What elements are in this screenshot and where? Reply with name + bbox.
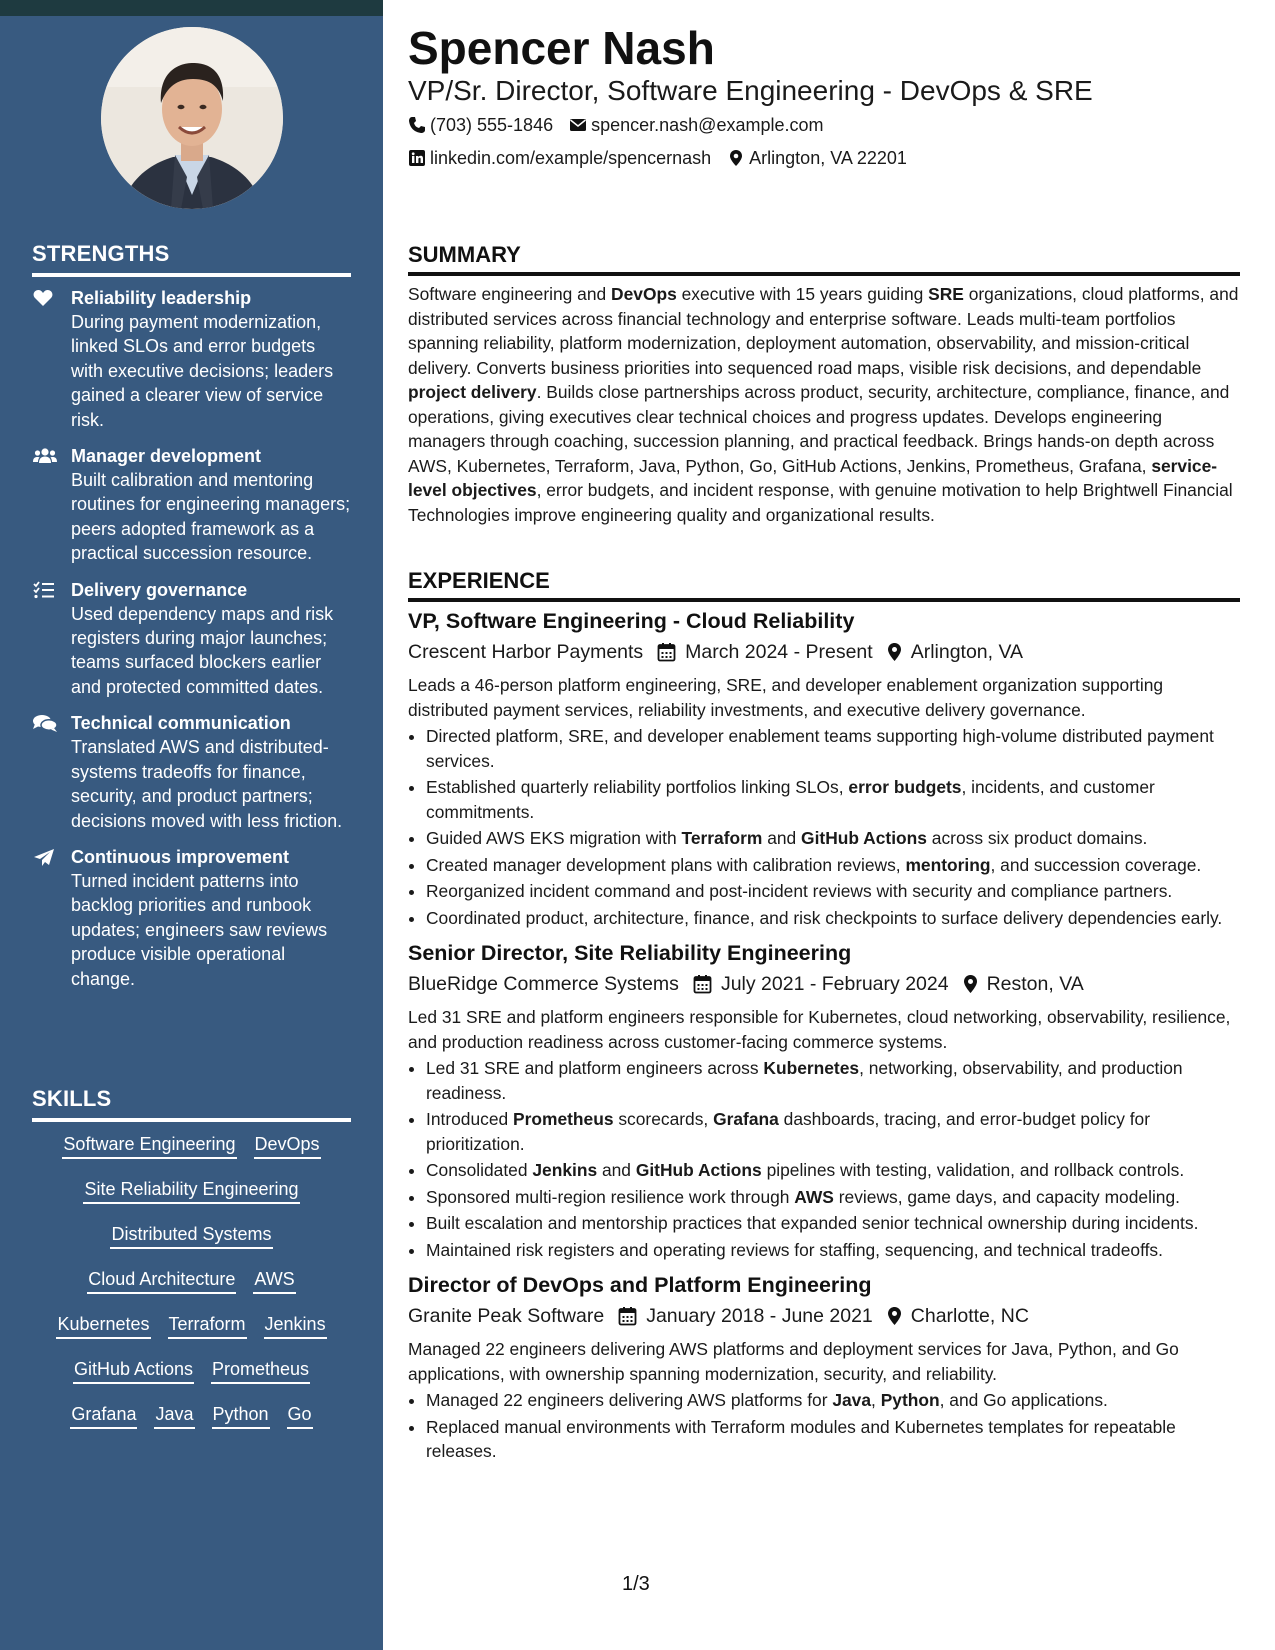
bold-text: project delivery — [408, 382, 537, 402]
skills-list — [40, 1132, 343, 1447]
job-bullet — [426, 1158, 1240, 1183]
text-run: Sponsored multi-region resilience work through — [426, 1186, 795, 1207]
summary-heading: SUMMARY — [408, 241, 1240, 276]
skill-tag[interactable]: Distributed Systems — [110, 1222, 272, 1249]
job-title: Senior Director, Site Reliability Engineering — [408, 941, 852, 965]
paper-plane-icon — [33, 848, 55, 866]
strength-item — [32, 286, 352, 432]
sidebar — [0, 0, 383, 1650]
contact-linkedin[interactable] — [408, 146, 711, 170]
job-title: VP, Software Engineering - Cloud Reliability — [408, 609, 855, 633]
skill-tag[interactable]: Python — [212, 1402, 270, 1429]
strength-item — [32, 845, 352, 991]
bold-text: Terraform — [681, 828, 763, 848]
candidate-headline: VP/Sr. Director, Software Engineering - DevOps & SRE — [408, 75, 1093, 106]
job-summary: Managed 22 engineers delivering AWS platforms and deployment services for Java, Python, and Go applications, with ownership spanning modernization, security, and reliability. — [408, 1339, 1179, 1384]
bold-text: DevOps — [611, 284, 677, 304]
text-run: Directed platform, SRE, and developer enablement teams supporting high-volume distributed payment services. — [426, 726, 1214, 771]
text-run: Coordinated product, architecture, finance, and risk checkpoints to surface delivery dependencies early. — [426, 907, 1223, 928]
skill-tag[interactable]: Kubernetes — [56, 1312, 150, 1339]
text-run: across six product domains. — [926, 828, 1148, 848]
calendar-icon — [693, 974, 712, 994]
skill-tag[interactable]: GitHub Actions — [73, 1357, 194, 1384]
text-run: Consolidated — [426, 1160, 533, 1180]
linkedin-text: linkedin.com/example/spencernash — [430, 148, 712, 168]
text-run: , networking, observability, and production readiness. — [426, 1058, 1183, 1103]
envelope-icon — [569, 116, 587, 134]
job-bullet — [426, 1107, 1240, 1156]
strength-item — [32, 578, 352, 700]
job-location: Reston, VA — [986, 973, 1084, 995]
job-company: BlueRidge Commerce Systems — [408, 973, 679, 995]
skill-row — [40, 1357, 343, 1402]
text-run: , error budgets, and incident response, with genuine motivation to help Brightwell Financial Technologies improve engineering quality and organizational results. — [408, 480, 1233, 525]
strength-title: Manager development — [71, 446, 262, 467]
job-bullet — [426, 1185, 1240, 1210]
job-bullet — [426, 1388, 1240, 1413]
phone-text: (703) 555-1846 — [430, 115, 554, 135]
job-entry — [408, 607, 1240, 930]
users-icon — [33, 447, 55, 465]
text-run: . Builds close partnerships across product, security, architecture, compliance, finance, and operations, giving executives clear technical choices and progress updates. Develops engineering managers through coaching, succession planning, and practical feedback. Brings hands-on depth across AWS, Kubernetes, Terraform, Java, Python, Go, GitHub Actions, Jenkins, Prometheus, Grafana, — [408, 382, 1230, 476]
contact-phone[interactable] — [408, 113, 553, 137]
text-run: Managed 22 engineers delivering AWS platforms for — [426, 1390, 833, 1410]
text-run: Software engineering and — [408, 284, 612, 304]
email-text: spencer.nash@example.com — [591, 115, 824, 135]
text-run: Introduced — [426, 1109, 514, 1129]
linkedin-icon — [408, 149, 426, 167]
job-bullet — [426, 906, 1240, 931]
strength-description: Used dependency maps and risk registers during major launches; teams surfaced blockers earlier and protected committed dates. — [71, 603, 334, 697]
text-run: , incidents, and customer commitments. — [426, 777, 1155, 822]
sidebar-top-band — [0, 0, 383, 16]
calendar-icon — [618, 1306, 637, 1326]
skill-tag[interactable]: Java — [154, 1402, 194, 1429]
bold-text: GitHub Actions — [635, 1160, 762, 1180]
skill-tag[interactable]: Terraform — [168, 1312, 247, 1339]
job-bullet — [426, 1056, 1240, 1105]
job-location: Arlington, VA — [910, 641, 1024, 663]
job-summary: Led 31 SRE and platform engineers responsible for Kubernetes, cloud networking, observability, resilience, and production readiness across customer-facing commerce systems. — [408, 1007, 1231, 1052]
job-bullets — [408, 724, 1240, 930]
strength-description: Translated AWS and distributed-systems tradeoffs for finance, security, and product partners; decisions moved with less friction. — [71, 737, 343, 831]
text-run: Reorganized incident command and post-incident reviews with security and compliance partners. — [426, 881, 1173, 901]
strength-title: Delivery governance — [71, 579, 248, 600]
job-bullet — [426, 775, 1240, 824]
comments-icon — [33, 714, 55, 732]
bold-text: mentoring — [905, 854, 991, 875]
map-pin-icon — [887, 642, 902, 662]
calendar-icon — [657, 642, 676, 662]
summary-text — [408, 282, 1240, 527]
strength-item — [32, 444, 352, 566]
job-bullet — [426, 853, 1240, 878]
text-run: Guided AWS EKS migration with — [426, 828, 682, 848]
job-company: Crescent Harbor Payments — [408, 641, 644, 663]
job-company: Granite Peak Software — [408, 1305, 605, 1327]
skill-tag[interactable]: Jenkins — [264, 1312, 327, 1339]
job-bullet — [426, 1238, 1240, 1263]
skill-tag[interactable]: Grafana — [70, 1402, 137, 1429]
job-bullet — [426, 826, 1240, 851]
bold-text: service-level objectives — [408, 455, 1218, 500]
bold-text: GitHub Actions — [801, 828, 927, 848]
text-run: Replaced manual environments with Terraform modules and Kubernetes templates for repeatable releases. — [426, 1416, 1176, 1461]
text-run: Built escalation and mentorship practices that expanded senior technical ownership during incidents. — [426, 1213, 1199, 1233]
text-run: organizations, cloud platforms, and distributed services across financial technology and enterprise software. Leads multi-team portfolios spanning reliability, platform modernization, deployment automation, observability, and mission-critical delivery. Converts business priorities into sequenced road maps, visible risk decisions, and dependable — [408, 284, 1239, 378]
contact-row — [408, 113, 840, 137]
text-run: and — [597, 1160, 636, 1180]
job-bullets — [408, 1388, 1240, 1464]
job-location: Charlotte, NC — [910, 1305, 1029, 1327]
text-run: Created manager development plans with calibration reviews, — [426, 854, 906, 875]
map-pin-icon — [727, 149, 745, 167]
strength-title: Reliability leadership — [71, 288, 252, 308]
skill-tag[interactable]: Site Reliability Engineering — [83, 1177, 299, 1204]
job-meta — [408, 1302, 1240, 1330]
text-run: and — [762, 828, 802, 848]
job-title: Director of DevOps and Platform Engineering — [408, 1273, 872, 1297]
strength-description: Built calibration and mentoring routines for engineering managers; peers adopted framework as a practical succession resource. — [71, 470, 351, 564]
skill-tag[interactable]: Software Engineering — [62, 1132, 236, 1159]
text-run: scorecards, — [613, 1109, 714, 1129]
skill-row — [40, 1312, 343, 1357]
job-meta — [408, 970, 1240, 998]
contact-email[interactable] — [569, 113, 823, 137]
experience-heading: EXPERIENCE — [408, 567, 1240, 602]
contact-row — [408, 146, 923, 170]
candidate-name: Spencer Nash — [408, 22, 715, 74]
skills-heading: SKILLS — [32, 1086, 351, 1122]
skill-tag[interactable]: Cloud Architecture — [87, 1267, 236, 1294]
contact-location — [727, 146, 907, 170]
job-bullet — [426, 1211, 1240, 1236]
job-meta — [408, 638, 1240, 666]
page-number: 1/3 — [622, 1573, 650, 1595]
skill-row — [40, 1402, 343, 1447]
text-run: Led 31 SRE and platform engineers across — [426, 1058, 764, 1078]
map-pin-icon — [887, 1306, 902, 1326]
skill-tag[interactable]: DevOps — [254, 1132, 321, 1159]
text-run: pipelines with testing, validation, and rollback controls. — [761, 1160, 1185, 1180]
phone-icon — [408, 116, 426, 134]
job-bullet — [426, 1415, 1240, 1464]
skill-row — [40, 1177, 343, 1222]
strength-description: During payment modernization, linked SLOs and error budgets with executive decisions; leaders gained a clearer view of service risk. — [71, 312, 334, 430]
bold-text: Kubernetes — [763, 1058, 860, 1078]
strength-title: Continuous improvement — [71, 846, 290, 867]
job-bullet — [426, 724, 1240, 773]
job-dates: January 2018 - June 2021 — [646, 1305, 873, 1327]
location-text: Arlington, VA 22201 — [749, 148, 907, 168]
strength-item — [32, 711, 352, 833]
bold-text: Prometheus — [513, 1109, 614, 1129]
job-bullet — [426, 879, 1240, 904]
text-run: , and succession coverage. — [990, 854, 1202, 875]
job-entry — [408, 1271, 1240, 1464]
experience-list — [408, 607, 1240, 1473]
heart-icon — [33, 289, 55, 307]
skill-tag[interactable]: Prometheus — [211, 1357, 310, 1384]
text-run: reviews, game days, and capacity modeling. — [833, 1186, 1180, 1207]
bold-text: Python — [880, 1390, 940, 1410]
strength-title: Technical communication — [71, 713, 291, 734]
bold-text: Jenkins — [532, 1160, 598, 1180]
bold-text: SRE — [928, 284, 964, 304]
text-run: , and Go applications. — [939, 1390, 1108, 1410]
bold-text: AWS — [794, 1186, 834, 1207]
text-run: Established quarterly reliability portfolios linking SLOs, — [426, 777, 849, 797]
bold-text: Java — [832, 1390, 872, 1410]
skill-tag[interactable]: AWS — [253, 1267, 295, 1294]
job-entry — [408, 939, 1240, 1262]
text-run: dashboards, tracing, and error-budget policy for prioritization. — [426, 1109, 1151, 1154]
map-pin-icon — [963, 974, 978, 994]
job-summary: Leads a 46-person platform engineering, SRE, and developer enablement organization supporting distributed payment services, reliability investments, and executive delivery governance. — [408, 675, 1164, 720]
skill-row — [40, 1132, 343, 1177]
strengths-list — [32, 286, 352, 1003]
job-dates: March 2024 - Present — [685, 641, 873, 663]
skill-tag[interactable]: Go — [287, 1402, 313, 1429]
skill-row — [40, 1267, 343, 1312]
bold-text: error budgets — [848, 777, 962, 797]
text-run: , — [871, 1390, 881, 1410]
bold-text: Grafana — [713, 1109, 779, 1129]
strengths-heading: STRENGTHS — [32, 241, 351, 277]
profile-photo — [101, 27, 283, 209]
job-dates: July 2021 - February 2024 — [720, 973, 949, 995]
job-bullets — [408, 1056, 1240, 1262]
text-run: Maintained risk registers and operating reviews for staffing, sequencing, and technical tradeoffs. — [426, 1239, 1163, 1260]
checklist-icon — [33, 581, 55, 599]
text-run: executive with 15 years guiding — [676, 284, 929, 304]
skill-row — [40, 1222, 343, 1267]
strength-description: Turned incident patterns into backlog priorities and runbook updates; engineers saw reviews produce visible operational change. — [71, 870, 328, 989]
